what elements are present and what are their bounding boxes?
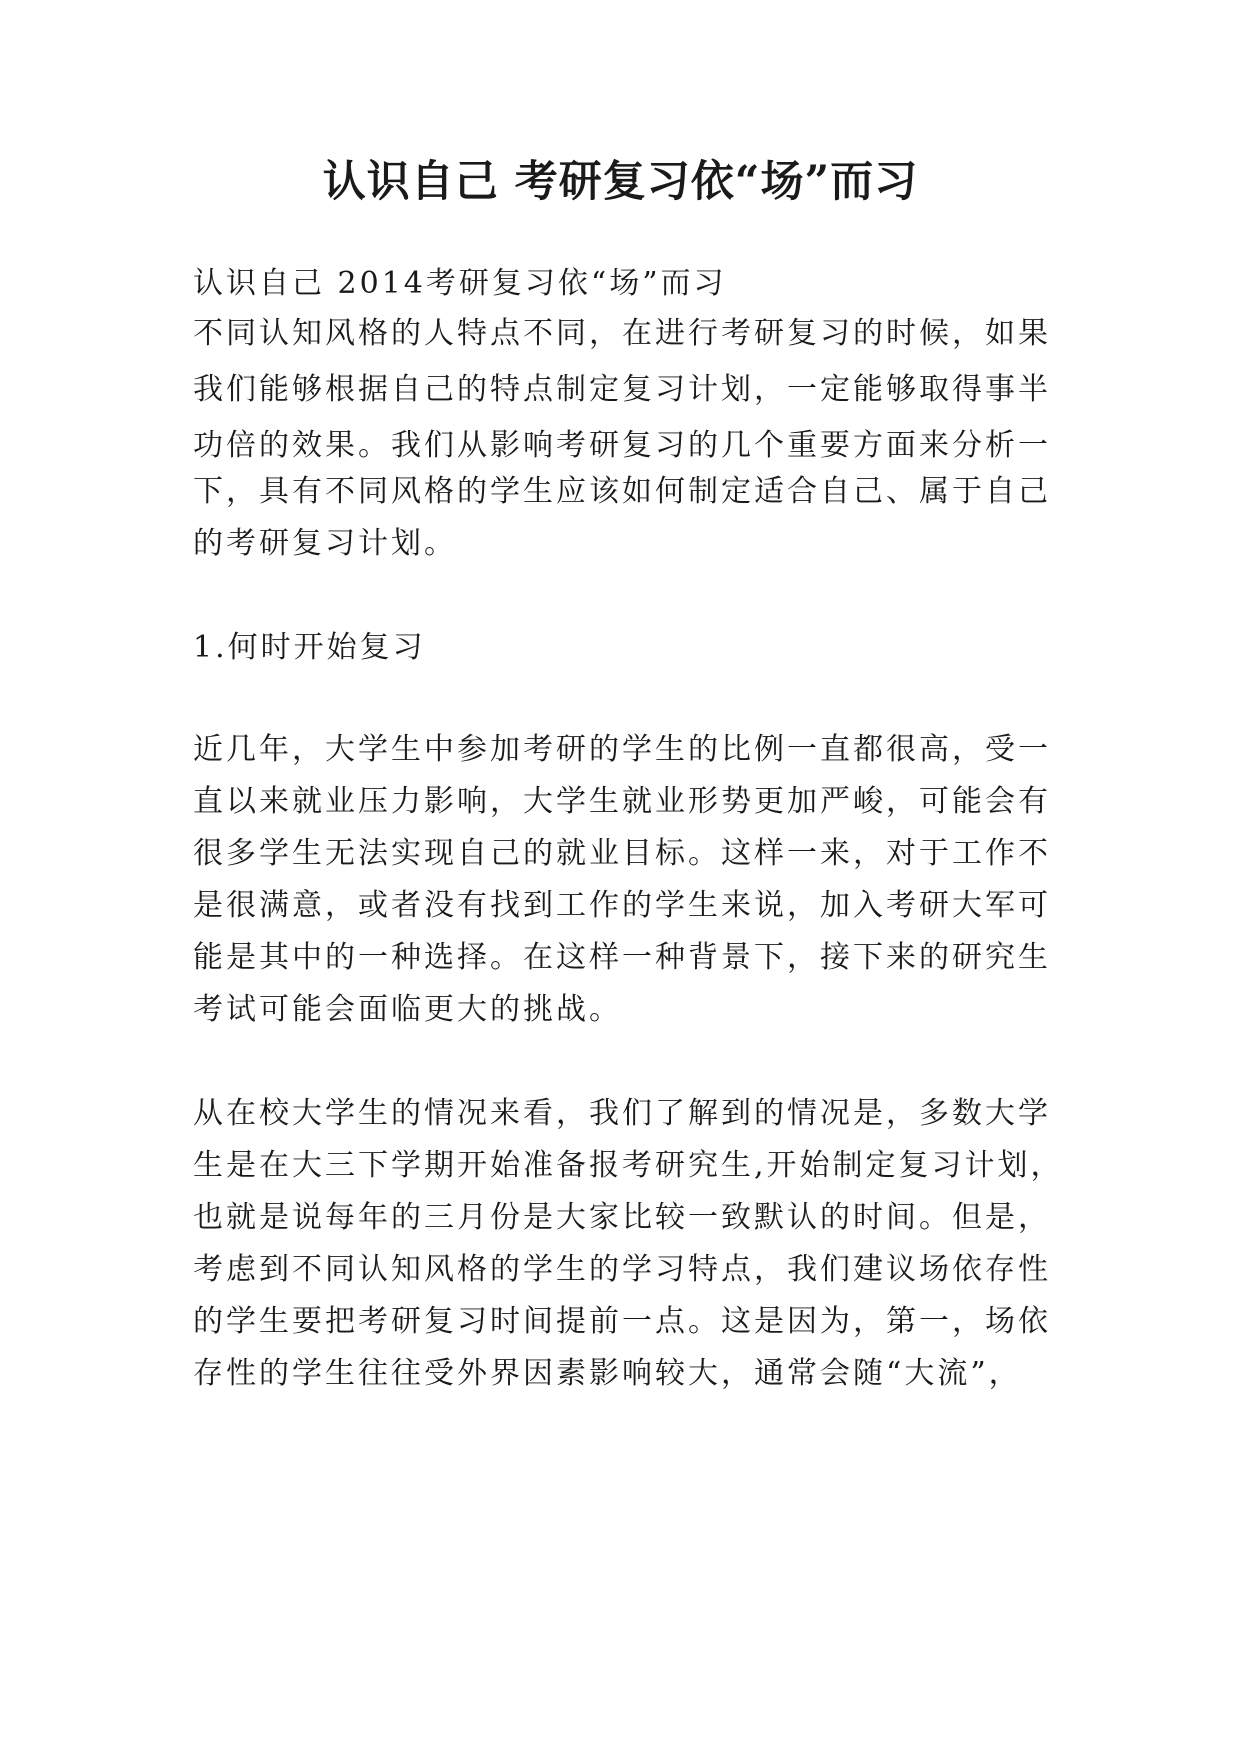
paragraph-3-line: 从在校大学生的情况来看，我们了解到的情况是，多数大学 <box>193 1096 1051 1131</box>
paragraph-3-line: 存性的学生往往受外界因素影响较大，通常会随“大流”， <box>193 1356 1022 1391</box>
paragraph-1-line: 下，具有不同风格的学生应该如何制定适合自己、属于自己 <box>193 474 1051 509</box>
paragraph-2-line: 近几年，大学生中参加考研的学生的比例一直都很高，受一 <box>193 732 1051 767</box>
paragraph-1-line: 我们能够根据自己的特点制定复习计划，一定能够取得事半 <box>193 372 1051 407</box>
paragraph-3-line: 生是在大三下学期开始准备报考研究生,开始制定复习计划， <box>193 1148 1064 1183</box>
paragraph-2-line: 直以来就业压力影响，大学生就业形势更加严峻，可能会有 <box>193 784 1051 819</box>
paragraph-1-line: 功倍的效果。我们从影响考研复习的几个重要方面来分析一 <box>193 428 1051 463</box>
document-title: 认识自己 考研复习依“场”而习 <box>322 157 919 207</box>
paragraph-1-line: 不同认知风格的人特点不同，在进行考研复习的时候，如果 <box>193 316 1051 351</box>
paragraph-3-line: 考虑到不同认知风格的学生的学习特点，我们建议场依存性 <box>193 1252 1051 1287</box>
paragraph-2-line: 是很满意，或者没有找到工作的学生来说，加入考研大军可 <box>193 888 1051 923</box>
paragraph-2-line: 能是其中的一种选择。在这样一种背景下，接下来的研究生 <box>193 940 1051 975</box>
paragraph-1-line: 的考研复习计划。 <box>193 526 457 561</box>
document-subtitle: 认识自己 2014考研复习依“场”而习 <box>193 266 727 301</box>
paragraph-3-line: 也就是说每年的三月份是大家比较一致默认的时间。但是， <box>193 1200 1051 1235</box>
paragraph-3-line: 的学生要把考研复习时间提前一点。这是因为，第一，场依 <box>193 1304 1051 1339</box>
paragraph-2-line: 很多学生无法实现自己的就业目标。这样一来，对于工作不 <box>193 836 1051 871</box>
paragraph-2-line: 考试可能会面临更大的挑战。 <box>193 992 622 1027</box>
section-heading: 1.何时开始复习 <box>193 630 426 665</box>
